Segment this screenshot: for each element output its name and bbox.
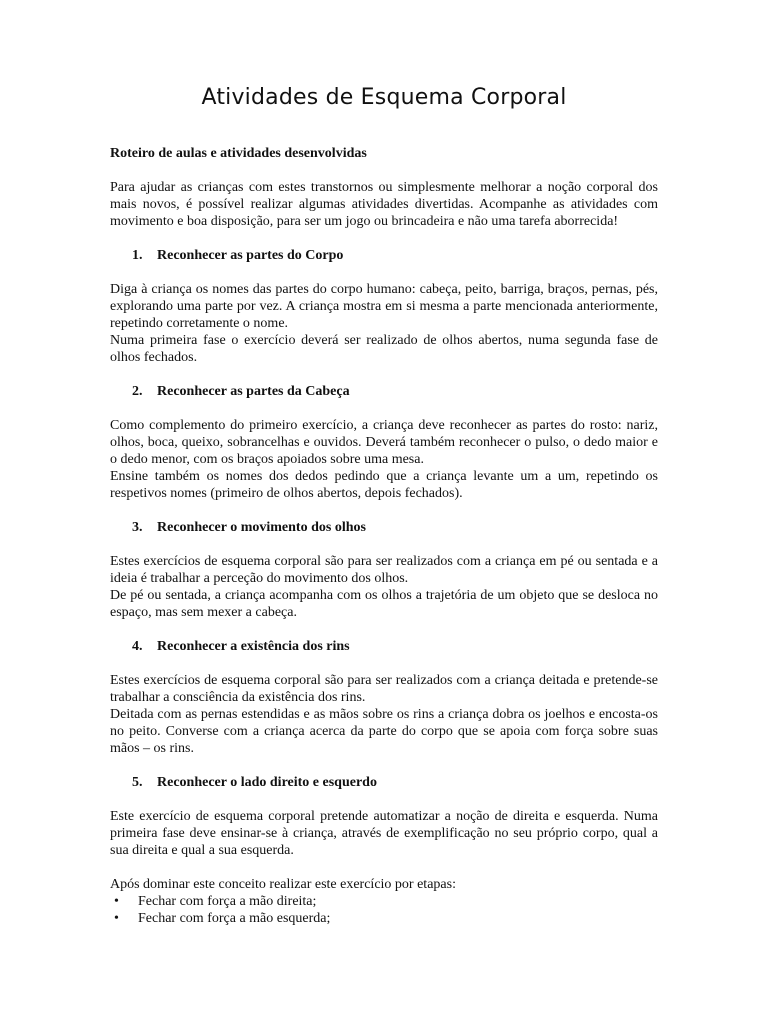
section-2-paragraph-2: Ensine também os nomes dos dedos pedindo que a criança levante um a um, repetindo os respetivos nomes (primeiro de olhos abertos, depois fechados). bbox=[110, 469, 658, 501]
section-number: 4. bbox=[132, 639, 143, 654]
section-5-paragraph-1: Este exercício de esquema corporal pretende automatizar a noção de direita e esquerda. Numa primeira fase deve ensinar-se à criança, através de exemplificação no seu próprio corpo, qual a sua direita e qual a sua esquerda. bbox=[110, 809, 658, 858]
section-1-paragraph-1: Diga à criança os nomes das partes do corpo humano: cabeça, peito, barriga, braços, pernas, pés, explorando uma parte por vez. A criança mostra em si mesma a parte mencionada anteriormente, repetindo corretamente o nome. bbox=[110, 282, 658, 331]
section-4-paragraph-2: Deitada com as pernas estendidas e as mãos sobre os rins a criança dobra os joelhos e encosta-os no peito. Converse com a criança acerca da parte do corpo que se apoia com força sobre suas mãos – os rins. bbox=[110, 707, 658, 756]
subtitle: Roteiro de aulas e atividades desenvolvidas bbox=[110, 146, 367, 161]
list-item-text: Fechar com força a mão esquerda; bbox=[138, 911, 331, 926]
section-heading-1 bbox=[110, 247, 658, 264]
section-3-paragraph-2: De pé ou sentada, a criança acompanha com os olhos a trajetória de um objeto que se desloca no espaço, mas sem mexer a cabeça. bbox=[110, 588, 658, 620]
intro-paragraph: Para ajudar as crianças com estes transtornos ou simplesmente melhorar a noção corporal dos mais novos, é possível realizar algumas atividades divertidas. Acompanhe as atividades com movimento e boa disposição, para ser um jogo ou brincadeira e não uma tarefa aborrecida! bbox=[110, 180, 658, 229]
section-number: 2. bbox=[132, 384, 143, 399]
bullet-icon: • bbox=[114, 894, 119, 909]
list-item bbox=[110, 910, 658, 927]
steps-list bbox=[110, 893, 658, 927]
section-title: Reconhecer o lado direito e esquerdo bbox=[157, 775, 377, 790]
section-title: Reconhecer o movimento dos olhos bbox=[157, 520, 366, 535]
section-heading-5 bbox=[110, 774, 658, 791]
steps-intro: Após dominar este conceito realizar este exercício por etapas: bbox=[110, 877, 456, 892]
section-number: 5. bbox=[132, 775, 143, 790]
list-item bbox=[110, 893, 658, 910]
section-heading-3 bbox=[110, 519, 658, 536]
section-title: Reconhecer as partes da Cabeça bbox=[157, 384, 350, 399]
list-item-text: Fechar com força a mão direita; bbox=[138, 894, 317, 909]
section-number: 1. bbox=[132, 248, 143, 263]
section-4-paragraph-1: Estes exercícios de esquema corporal são para ser realizados com a criança deitada e pretende-se trabalhar a consciência da existência dos rins. bbox=[110, 673, 658, 705]
section-number: 3. bbox=[132, 520, 143, 535]
section-title: Reconhecer as partes do Corpo bbox=[157, 248, 344, 263]
page-title: Atividades de Esquema Corporal bbox=[201, 85, 567, 110]
section-1-paragraph-2: Numa primeira fase o exercício deverá ser realizado de olhos abertos, numa segunda fase de olhos fechados. bbox=[110, 333, 658, 365]
bullet-icon: • bbox=[114, 911, 119, 926]
section-3-paragraph-1: Estes exercícios de esquema corporal são para ser realizados com a criança em pé ou sentada e a ideia é trabalhar a perceção do movimento dos olhos. bbox=[110, 554, 658, 586]
section-heading-4 bbox=[110, 638, 658, 655]
section-2-paragraph-1: Como complemento do primeiro exercício, a criança deve reconhecer as partes do rosto: nariz, olhos, boca, queixo, sobrancelhas e ouvidos. Deverá também reconhecer o pulso, o dedo maior e o dedo menor, com os braços apoiados sobre uma mesa. bbox=[110, 418, 658, 467]
section-title: Reconhecer a existência dos rins bbox=[157, 639, 350, 654]
section-heading-2 bbox=[110, 383, 658, 400]
